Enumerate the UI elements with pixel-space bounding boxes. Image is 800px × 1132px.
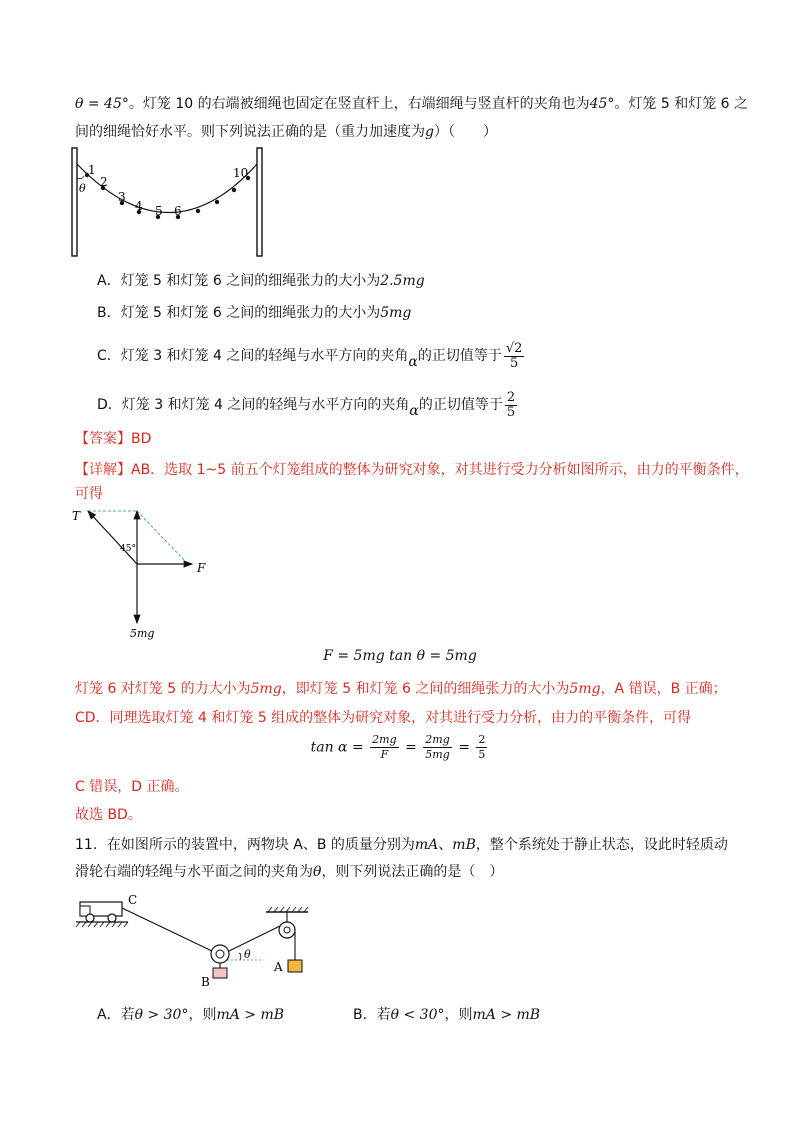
equation-2-frac-1: [370, 733, 398, 762]
cart-wheel-left: [86, 914, 94, 922]
explain-line-2: CD．同理选取灯笼 4 和灯笼 5 组成的整体为研究对象，对其进行受力分析，由力的平衡条件，可得: [75, 710, 692, 726]
block-b: [213, 968, 227, 978]
q11-math-ma: mA: [414, 837, 439, 853]
lantern-8: [215, 200, 219, 204]
q11-math-theta: θ: [313, 864, 322, 880]
option-d-num: 2: [506, 389, 516, 405]
lantern-figure: [70, 146, 270, 258]
equation-1-text: F = 5mg tan θ = 5mg: [323, 648, 477, 664]
option-d-after: 的正切值等于: [418, 397, 503, 413]
explain-line-1: [75, 679, 727, 699]
label-45: 45°: [120, 544, 136, 554]
option-c-den: 5: [510, 355, 519, 371]
theta-value: θ = 45°: [75, 96, 129, 112]
explain-math-1: 5mg: [250, 681, 282, 697]
gravity-symbol: g: [425, 124, 434, 140]
option-c-after: 的正切值等于: [417, 348, 502, 364]
q11-math-mb: mB: [452, 837, 476, 853]
lantern-7: [196, 209, 200, 213]
lantern-9: [232, 188, 236, 192]
label-6: 6: [174, 204, 182, 218]
option-a-text: A．灯笼 5 和灯笼 6 之间的细绳张力的大小为: [97, 273, 381, 289]
q11-b-cond: θ < 30°: [390, 1007, 445, 1023]
q11-option-b: [353, 1005, 540, 1025]
option-c-fraction: [504, 342, 525, 371]
q11-a-prefix: A．若: [97, 1007, 135, 1023]
ceiling-hatch: [268, 907, 308, 912]
option-c-text: C．灯笼 3 和灯笼 4 之间的轻绳与水平方向的夹角: [97, 348, 409, 364]
q11-option-a: [97, 1005, 284, 1025]
theta-label: θ: [79, 182, 86, 195]
label-f: F: [197, 561, 206, 575]
q11-sep: 、: [438, 837, 453, 853]
option-d: [97, 387, 519, 423]
label-5: 5: [155, 204, 163, 218]
equals-1: =: [405, 739, 417, 756]
q11-b-prefix: B．若: [353, 1007, 391, 1023]
conclusion-line-1: C 错误，D 正确。: [75, 779, 189, 795]
rope-left: [122, 908, 214, 952]
equation-2-frac-2: [423, 733, 451, 762]
equation-2-lhs: tan α =: [310, 739, 364, 756]
frac-1-num: 2mg: [372, 733, 397, 746]
label-5mg: 5mg: [130, 627, 155, 640]
option-d-fraction: [505, 391, 517, 420]
force-diagram: [68, 503, 218, 643]
theta-arc: [77, 176, 84, 179]
cart-wheel-right: [108, 914, 116, 922]
q11-b-res: mA > mB: [472, 1007, 541, 1023]
q11-a-mid: ，则: [188, 1007, 217, 1023]
option-d-alpha: α: [409, 403, 419, 419]
option-c: [97, 338, 526, 374]
explain-text-a: 灯笼 6 对灯笼 5 的力大小为: [75, 681, 251, 697]
equation-2: [0, 733, 800, 762]
frac-1-den: F: [380, 748, 389, 761]
q11-b-mid: ，则: [444, 1007, 473, 1023]
q11-a-cond: θ > 30°: [134, 1007, 189, 1023]
frac-2-den: 5mg: [425, 748, 450, 761]
intro-line-2: [75, 122, 497, 142]
q11-text-d: ，则下列说法正确的是（ ）: [321, 864, 504, 880]
option-d-den: 5: [506, 404, 516, 420]
label-a: A: [274, 960, 283, 974]
label-10: 10: [233, 166, 249, 180]
option-a-math: 2.5mg: [380, 273, 425, 289]
answer-line: 【答案】BD: [75, 431, 152, 447]
frac-2-num: 2mg: [425, 733, 450, 746]
pulley-figure: [72, 890, 322, 990]
rope-right: [227, 925, 282, 952]
option-b-math: 5mg: [380, 305, 412, 321]
option-c-alpha: α: [408, 354, 418, 370]
explain-text-c: ，A 错误，B 正确；: [600, 681, 727, 697]
label-1: 1: [88, 163, 96, 177]
equals-2: =: [458, 739, 470, 756]
intro-line-1: [75, 94, 748, 114]
angle-value: 45°: [589, 96, 615, 112]
label-t: T: [72, 509, 81, 523]
q11-line-2: [75, 862, 503, 882]
explain-text-b: ，即灯笼 5 和灯笼 6 之间的细绳张力的大小为: [281, 681, 570, 697]
intro-text-1: 。灯笼 10 的右端被细绳也固定在竖直杆上，右端细绳与竖直杆的夹角也为: [128, 96, 590, 112]
label-b: B: [201, 975, 210, 989]
equation-1: [0, 648, 800, 664]
detail-line-1: 【详解】AB．选取 1~5 前五个灯笼组成的整体为研究对象，对其进行受力分析如图所示，由力的平衡条件，: [75, 462, 749, 478]
option-b-text: B．灯笼 5 和灯笼 6 之间的细绳张力的大小为: [97, 305, 381, 321]
left-pole: [72, 148, 77, 256]
option-a: [97, 271, 425, 291]
option-c-num: √2: [505, 340, 523, 356]
label-theta: θ: [244, 948, 251, 961]
explain-math-2: 5mg: [569, 681, 601, 697]
theta-arc-q11: [239, 953, 241, 960]
q11-text-b: ，整个系统处于静止状态，设此时轻质动: [475, 837, 728, 853]
fixed-pulley: [279, 922, 295, 938]
q11-text-a: 11．在如图所示的装置中，两物块 A、B 的质量分别为: [75, 837, 415, 853]
ground-hatch: [76, 922, 128, 927]
movable-pulley: [211, 945, 229, 963]
intro-text-3: 间的细绳恰好水平。则下列说法正确的是（重力加速度为: [75, 124, 425, 140]
tension-arrow: [88, 511, 137, 564]
option-b: [97, 303, 411, 323]
label-2: 2: [100, 175, 108, 189]
frac-3-den: 5: [478, 748, 486, 761]
conclusion-line-2: 故选 BD。: [75, 807, 142, 823]
label-c: C: [128, 893, 138, 907]
equation-2-frac-3: [476, 733, 487, 762]
label-4: 4: [135, 199, 143, 213]
q11-line-1: [75, 835, 728, 855]
right-pole: [257, 148, 262, 256]
label-3: 3: [118, 190, 126, 204]
detail-line-2: 可得: [75, 486, 103, 502]
dashed-diagonal: [137, 511, 188, 564]
block-a: [288, 960, 302, 972]
q11-text-c: 滑轮右端的轻绳与水平面之间的夹角为: [75, 864, 313, 880]
option-d-text: D．灯笼 3 和灯笼 4 之间的轻绳与水平方向的夹角: [97, 397, 410, 413]
q11-a-res: mA > mB: [216, 1007, 285, 1023]
frac-3-num: 2: [478, 733, 486, 746]
intro-text-2: 。灯笼 5 和灯笼 6 之: [614, 96, 749, 112]
intro-text-4: ）（ ）: [433, 124, 497, 140]
